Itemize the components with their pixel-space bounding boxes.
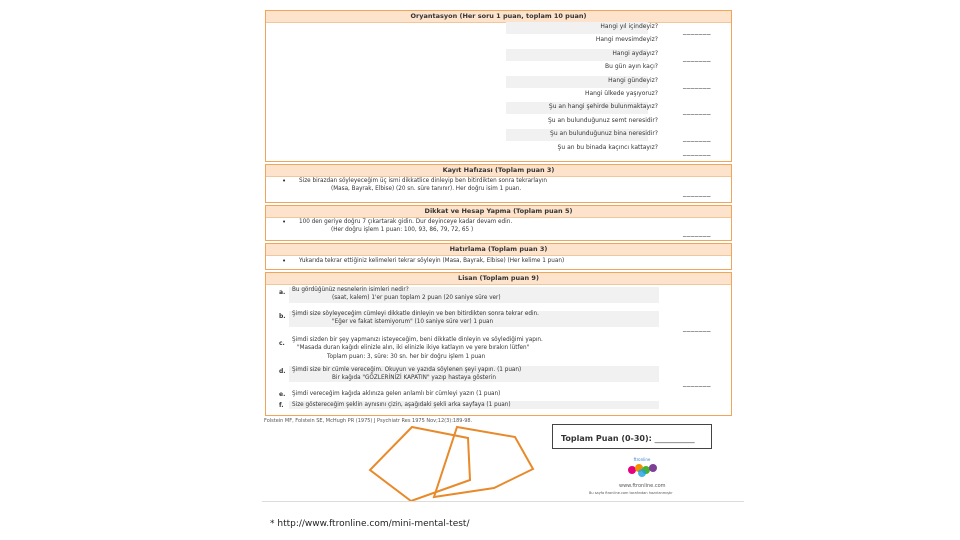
logo-brand-text: ftronline [633,457,651,462]
language-c-line-2: "Masada duran kağıdı elinizle alın, iki elinizle ikiye katlayın ve yere bırakın lütfen" [297,345,530,351]
language-a-line-2: (saat, kalem) 1'er puan toplam 2 puan (20 saniye süre ver) [332,295,501,301]
orientation-score-blank: _______ [683,53,711,62]
left-pentagon [370,427,470,501]
bullet-icon: • [282,218,287,226]
orientation-question: Bu gün ayın kaçı? [605,63,658,71]
recall-header: Hatırlama (Toplam puan 3) [266,244,731,256]
bullet-icon: • [282,177,287,185]
attention-score-blank: _______ [683,229,711,237]
language-b-score-blank: _______ [683,324,711,332]
orientation-question: Hangi ülkede yaşıyoruz? [584,90,658,97]
orientation-section [265,10,732,162]
language-d-line-1: Şimdi size bir cümle vereceğim. Okuyun ve yazıda söylenen şeyi yapın. (1 puan) [292,367,522,373]
language-d-score-blank: _______ [683,379,711,387]
orientation-question: Hangi mevsimdeyiz? [595,36,658,44]
language-c-line-3: Toplam puan: 3, süre: 30 sn. her bir doğru işlem 1 puan [327,354,486,360]
language-b-line-2: "Eğer ve fakat istemiyorum" (10 saniye süre ver) 1 puan [332,319,494,325]
orientation-question: Hangi aydayız? [612,49,658,57]
registration-score-blank: _______ [683,189,711,197]
orientation-question: Şu an bulunduğunuz bina neresidir? [550,130,658,138]
orientation-question: Şu an bu binada kaçıncı kattayız? [557,143,658,151]
language-d-line-2: Bir kağıda "GÖZLERİNİZİ KAPATIN" yazıp hastaya gösterin [332,375,496,381]
attention-line-1: 100 den geriye doğru 7 çıkartarak gidin. Dur deyinceye kadar devam edin. [299,219,513,225]
orientation-question: Şu an bulunduğunuz semt neresidir? [547,116,658,124]
total-score-blank: __________ [654,434,695,443]
registration-header: Kayıt Hafızası (Toplam puan 3) [266,165,731,177]
language-e-line-1: Şimdi vereceğim kağıda aklınıza gelen anlamlı bir cümleyi yazın (1 puan) [292,391,501,397]
attention-header: Dikkat ve Hesap Yapma (Toplam puan 5) [266,206,731,218]
orientation-header: Oryantasyon (Her soru 1 puan, toplam 10 puan) [266,11,731,23]
attention-line-2: (Her doğru işlem 1 puan: 100, 93, 86, 79, 72, 65 ) [331,227,474,233]
recall-section [265,243,732,270]
language-f-line-1: Size göstereceğim şeklin aynısını çizin, aşağıdaki şekli arka sayfaya (1 puan) [292,402,511,408]
orientation-question: Şu an hangi şehirde bulunmaktayız? [548,103,658,111]
mmse-form-page [262,6,744,502]
orientation-score-blank: _______ [683,27,711,35]
registration-line-1: Size birazdan söyleyeceğim üç ismi dikkatlice dinleyip ben bitirdikten sonra tekrarlayın [299,178,548,184]
source-link[interactable]: * http://www.ftronline.com/mini-mental-test/ [270,519,470,529]
language-header: Lisan (Toplam puan 9) [266,273,731,285]
recall-line-1: Yukarıda tekrar ettiğiniz kelimeleri tekrar söyleyin (Masa, Bayrak, Elbise) (Her kelime 1 puan) [299,258,565,264]
ftronline-logo [612,457,672,479]
language-b-line-1: Şimdi size söyleyeceğim cümleyi dikkatle dinleyin ve ben bitirdikten sonra tekrar edin. [292,311,539,317]
language-a-line-1: Bu gördüğünüz nesnelerin isimleri nedir? [292,287,409,293]
item-e-label: e. [279,391,286,398]
item-c-label: c. [279,340,285,347]
item-d-label: d. [279,368,286,375]
logo-note: Bu sayfa ftronline.com tarafından hazırlanmıştır [589,491,673,495]
total-score-box [552,424,712,449]
orientation-score-blank: _______ [683,80,711,89]
logo-dots-icon [612,462,672,478]
bullet-icon: • [282,257,287,265]
item-f-label: f. [279,402,284,409]
page-bottom-rule [262,501,744,502]
orientation-question: Hangi gündeyiz? [608,76,658,84]
language-c-line-1: Şimdi sizden bir şey yapmanızı isteyeceğim, beni dikkatle dinleyin ve söylediğimi yapın. [292,337,543,343]
item-b-label: b. [279,313,286,320]
orientation-score-blank: _______ [683,147,711,156]
logo-url: www.ftronline.com [619,483,666,489]
item-a-label: a. [279,289,286,296]
orientation-score-blank: _______ [683,134,711,143]
orientation-question: Hangi yıl içindeyiz? [600,23,658,30]
registration-line-2: (Masa, Bayrak, Elbise) (20 sn. süre tanınır). Her doğru isim 1 puan. [331,186,522,192]
orientation-score-blank: _______ [683,107,711,116]
citation: Folstein MF, Folstein SE, McHugh PR (1975) J Psychiatr Res 1975 Nov;12(3):189-98. [264,418,473,424]
intersecting-pentagons-figure [367,425,557,505]
total-score-label: Toplam Puan (0-30): [561,434,652,443]
